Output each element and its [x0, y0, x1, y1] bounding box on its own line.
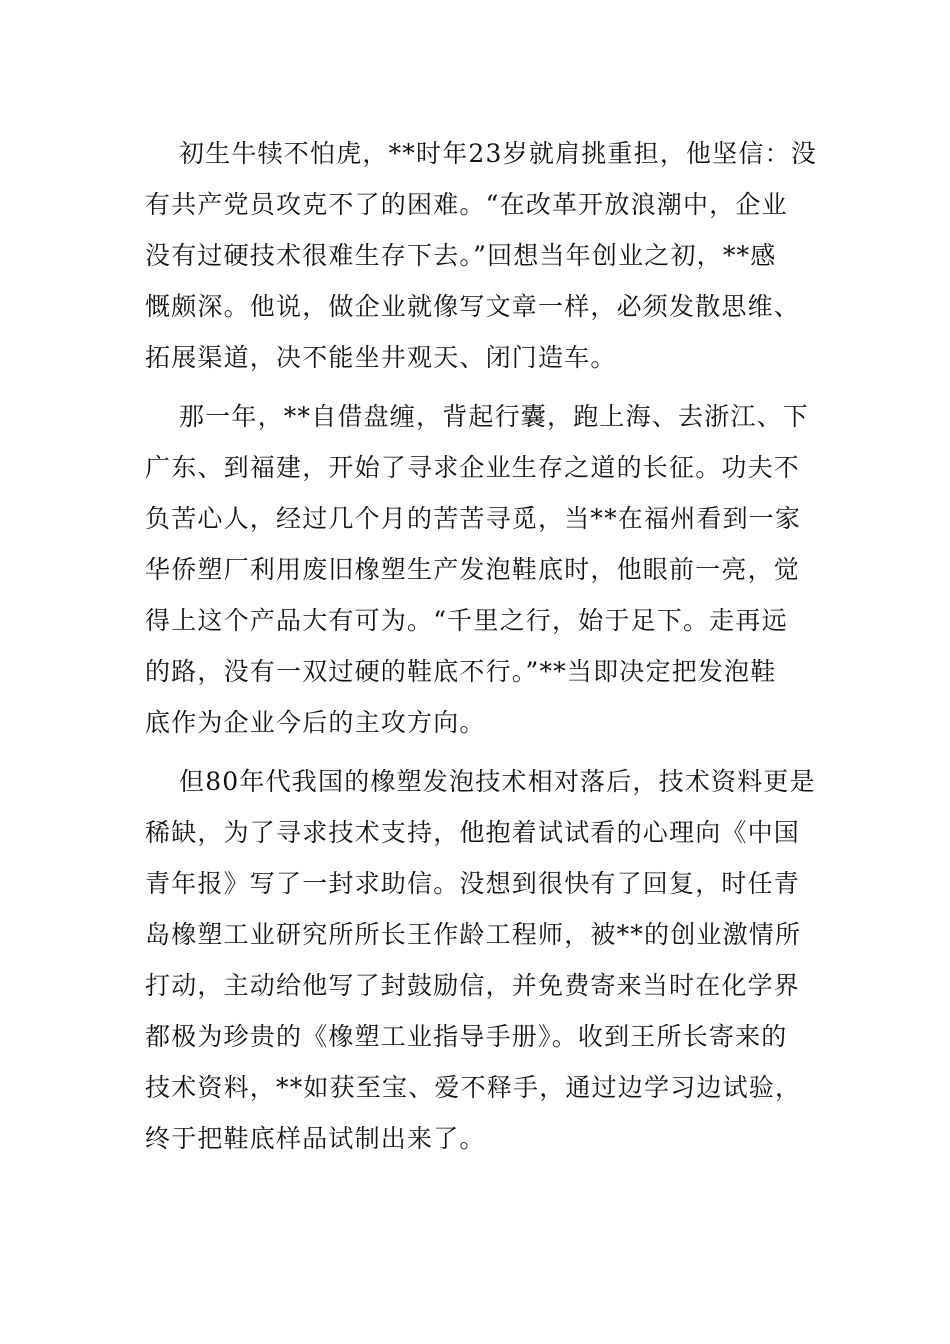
text-line: 初生牛犊不怕虎，**时年23岁就肩挑重担，他坚信：没 — [179, 139, 818, 168]
text-line: 那一年，**自借盘缠，背起行囊，跑上海、去浙江、下 — [179, 402, 810, 431]
text-line: 没有过硬技术很难生存下去。”回想当年创业之初，**感 — [145, 241, 777, 270]
text-line: 负苦心人，经过几个月的苦苦寻觅，当**在福州看到一家 — [145, 504, 802, 533]
text-line: 拓展渠道，决不能坐井观天、闭门造车。 — [145, 343, 617, 372]
paragraph-2 — [145, 391, 810, 748]
text-line: 技术资料，**如获至宝、爱不释手，通过边学习边试验， — [145, 1073, 802, 1102]
text-line: 终于把鞋底样品试制出来了。 — [145, 1124, 486, 1153]
text-line: 都极为珍贵的《橡塑工业指导手册》。收到王所长寄来的 — [145, 1022, 788, 1051]
text-line: 青年报》写了一封求助信。没想到很快有了回复，时任青 — [145, 869, 801, 898]
document-body — [145, 128, 818, 1172]
text-line: 得上这个产品大有可为。“千里之行，始于足下。走再远 — [145, 606, 788, 635]
paragraph-1 — [145, 128, 818, 383]
text-line: 华侨塑厂利用废旧橡塑生产发泡鞋底时，他眼前一亮，觉 — [145, 555, 801, 584]
text-line: 的路，没有一双过硬的鞋底不行。”**当即决定把发泡鞋 — [145, 657, 777, 686]
text-line: 广东、到福建，开始了寻求企业生存之道的长征。功夫不 — [145, 453, 801, 482]
paragraph-3 — [145, 756, 816, 1164]
text-line: 底作为企业今后的主攻方向。 — [145, 708, 486, 737]
text-line: 慨颇深。他说，做企业就像写文章一样，必须发散思维、 — [145, 292, 801, 321]
text-line: 岛橡塑工业研究所所长王作龄工程师，被**的创业激情所 — [145, 920, 802, 949]
text-line: 打动，主动给他写了封鼓励信，并免费寄来当时在化学界 — [145, 971, 801, 1000]
text-line: 有共产党员攻克不了的困难。“在改革开放浪潮中，企业 — [145, 190, 788, 219]
text-line: 但80年代我国的橡塑发泡技术相对落后，技术资料更是 — [179, 767, 816, 796]
text-line: 稀缺，为了寻求技术支持，他抱着试试看的心理向《中国 — [145, 818, 801, 847]
